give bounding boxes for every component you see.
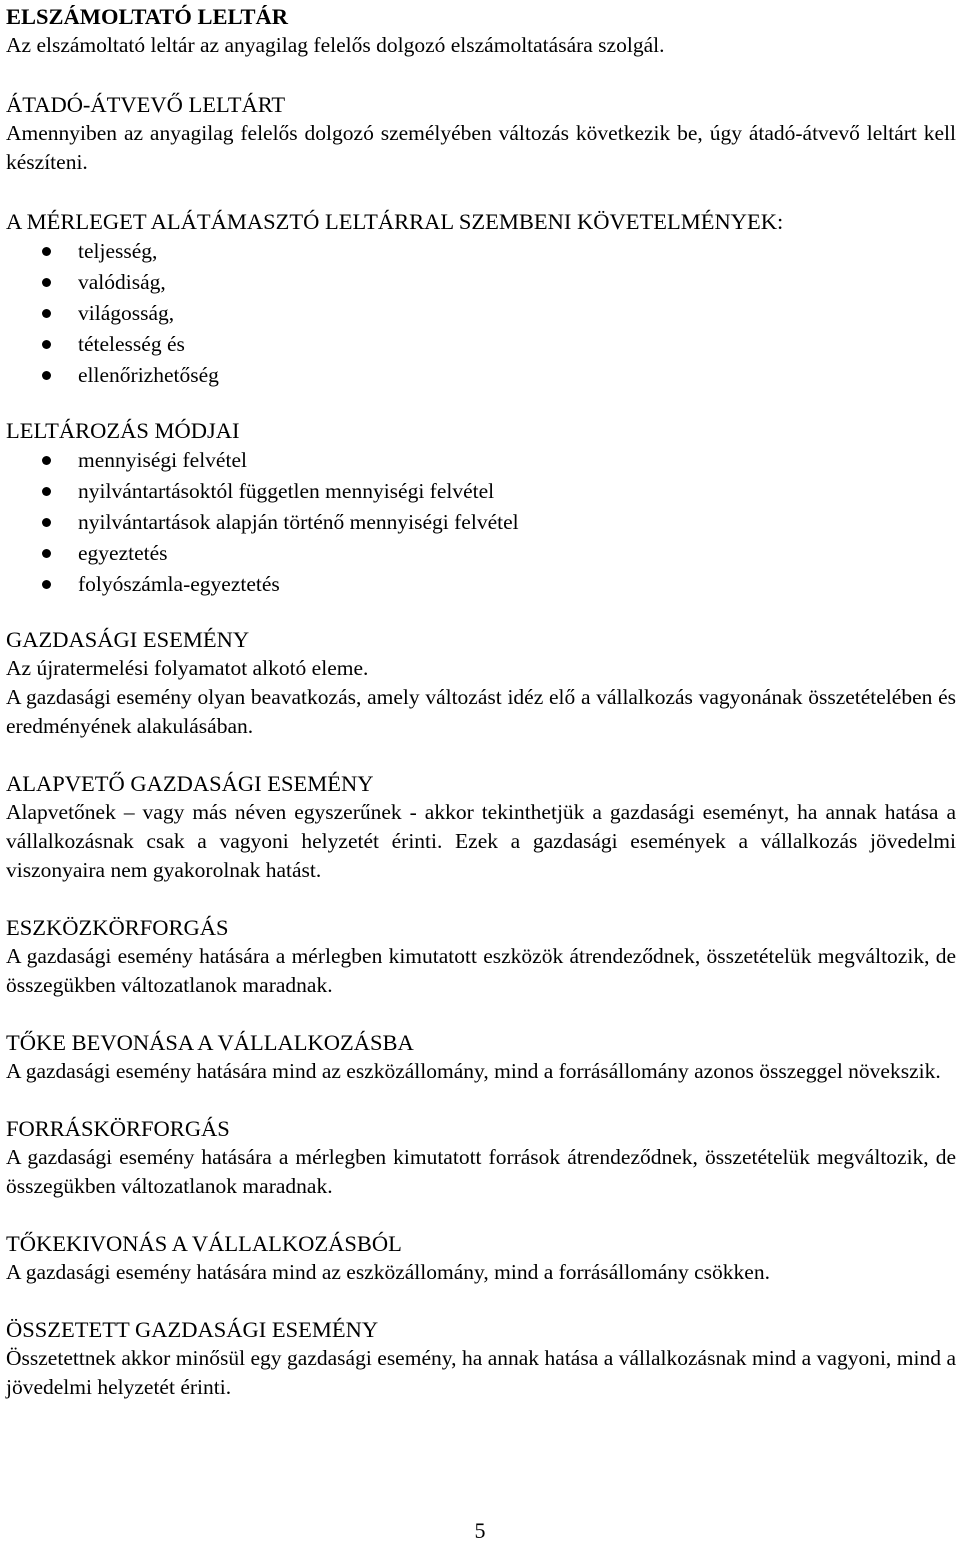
bullet-icon: [42, 371, 51, 380]
list-item: [6, 298, 956, 329]
list-item-text: ellenőrizhetőség: [78, 363, 219, 387]
section-heading: ÖSSZETETT GAZDASÁGI ESEMÉNY: [6, 1317, 379, 1342]
section-tokekivonas: [6, 1229, 956, 1287]
list-item-text: egyeztetés: [78, 541, 168, 565]
list-item: [6, 267, 956, 298]
section-paragraph: Az újratermelési folyamatot alkotó eleme.: [6, 656, 369, 680]
document-page: [6, 2, 956, 1402]
section-atado-atvevo-leltar: [6, 90, 956, 177]
section-eszkozkorforgas: [6, 913, 956, 1000]
section-paragraph: A gazdasági esemény olyan beavatkozás, amely változást idéz elő a vállalkozás vagyonának összetételében és eredményének alakulásában.: [6, 685, 956, 738]
section-paragraph: Alapvetőnek – vagy más néven egyszerűnek - akkor tekinthetjük a gazdasági eseményt, ha annak hatása a vállalkozásnak csak a vagyoni helyzetét érinti. Ezek a gazdasági események a vállalkozás jövedelmi viszonyaira nem gyakorolnak hatást.: [6, 800, 956, 882]
requirements-list: [6, 236, 956, 391]
list-item: [6, 476, 956, 507]
list-item-text: tételesség és: [78, 332, 185, 356]
section-heading: FORRÁSKÖRFORGÁS: [6, 1116, 230, 1141]
list-item-text: teljesség,: [78, 239, 158, 263]
section-paragraph: A gazdasági esemény hatására mind az eszközállomány, mind a forrásállomány csökken.: [6, 1260, 770, 1284]
list-item: [6, 329, 956, 360]
section-gazdasagi-esemeny: [6, 625, 956, 741]
section-heading: TŐKE BEVONÁSA A VÁLLALKOZÁSBA: [6, 1030, 414, 1055]
section-paragraph: A gazdasági esemény hatására a mérlegben kimutatott eszközök átrendeződnek, összetételük megváltozik, de összegükben változatlanok maradnak.: [6, 944, 956, 997]
methods-list: [6, 445, 956, 600]
bullet-icon: [42, 549, 51, 558]
section-heading: GAZDASÁGI ESEMÉNY: [6, 627, 250, 652]
bullet-icon: [42, 580, 51, 589]
list-item: [6, 236, 956, 267]
bullet-icon: [42, 456, 51, 465]
section-toke-bevonasa: [6, 1028, 956, 1086]
section-osszetett-gazdasagi-esemeny: [6, 1315, 956, 1402]
bullet-icon: [42, 340, 51, 349]
bullet-icon: [42, 487, 51, 496]
section-heading: ÁTADÓ-ÁTVEVŐ LELTÁRT: [6, 92, 286, 117]
bullet-icon: [42, 278, 51, 287]
section-paragraph: A gazdasági esemény hatására mind az eszközállomány, mind a forrásállomány azonos összeggel növekszik.: [6, 1059, 941, 1083]
section-forraskorforgas: [6, 1114, 956, 1201]
section-elszamoltato-leltar: [6, 2, 956, 60]
list-item-text: valódiság,: [78, 270, 166, 294]
section-heading: ALAPVETŐ GAZDASÁGI ESEMÉNY: [6, 771, 374, 796]
bullet-icon: [42, 247, 51, 256]
section-heading: LELTÁROZÁS MÓDJAI: [6, 418, 240, 443]
section-alapveto-gazdasagi-esemeny: [6, 769, 956, 885]
list-item-text: mennyiségi felvétel: [78, 448, 247, 472]
list-item: [6, 507, 956, 538]
list-item: [6, 538, 956, 569]
section-leltarozas-modjai: [6, 416, 956, 600]
list-item-text: folyószámla-egyeztetés: [78, 572, 280, 596]
bullet-icon: [42, 518, 51, 527]
section-heading: ELSZÁMOLTATÓ LELTÁR: [6, 4, 288, 29]
section-paragraph: Az elszámoltató leltár az anyagilag felelős dolgozó elszámoltatására szolgál.: [6, 33, 665, 57]
section-heading: ESZKÖZKÖRFORGÁS: [6, 915, 229, 940]
list-item: [6, 360, 956, 391]
list-item-text: nyilvántartások alapján történő mennyiségi felvétel: [78, 510, 519, 534]
section-paragraph: A gazdasági esemény hatására a mérlegben kimutatott források átrendeződnek, összetételük megváltozik, de összegükben változatlanok maradnak.: [6, 1145, 956, 1198]
bullet-icon: [42, 309, 51, 318]
section-paragraph: Amennyiben az anyagilag felelős dolgozó személyében változás következik be, úgy átadó-átvevő leltárt kell készíteni.: [6, 121, 956, 174]
section-paragraph: Összetettnek akkor minősül egy gazdasági esemény, ha annak hatása a vállalkozásnak mind a vagyoni, mind a jövedelmi helyzetét érinti.: [6, 1346, 956, 1399]
section-heading: TŐKEKIVONÁS A VÁLLALKOZÁSBÓL: [6, 1231, 402, 1256]
page-number: 5: [474, 1518, 486, 1543]
list-item-text: nyilvántartásoktól független mennyiségi felvétel: [78, 479, 495, 503]
list-item-text: világosság,: [78, 301, 175, 325]
section-merleg-kovetelmenyek: [6, 207, 956, 391]
list-item: [6, 445, 956, 476]
list-item: [6, 569, 956, 600]
section-heading: A MÉRLEGET ALÁTÁMASZTÓ LELTÁRRAL SZEMBENI KÖVETELMÉNYEK:: [6, 209, 784, 234]
